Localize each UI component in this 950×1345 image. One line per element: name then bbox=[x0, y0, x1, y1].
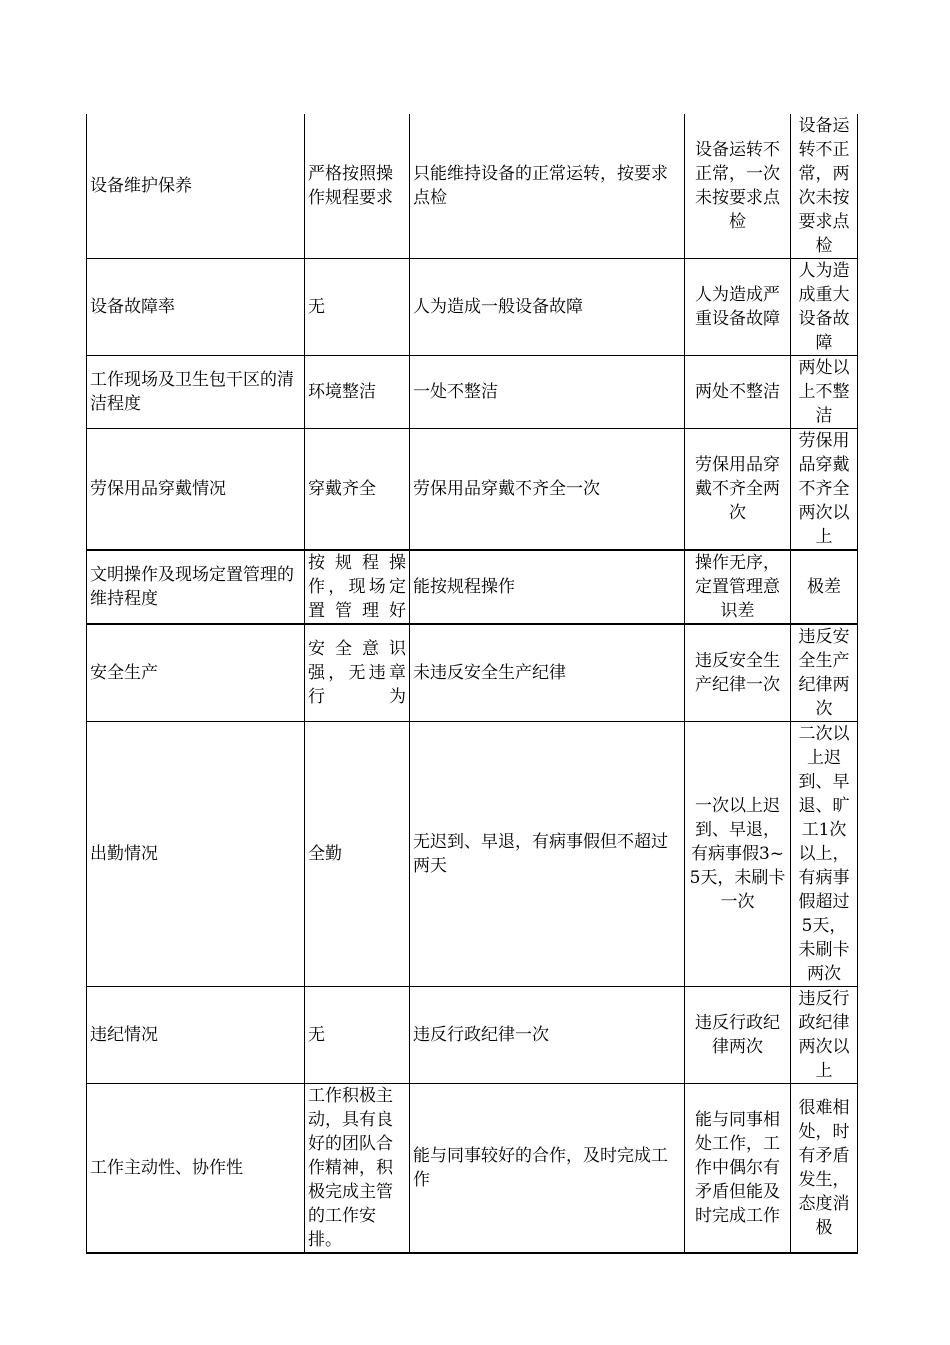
fair-cell: 一次以上迟到、早退，有病事假3~5天，未刷卡一次 bbox=[685, 722, 791, 987]
evaluation-table bbox=[86, 114, 858, 1254]
good-cell: 只能维持设备的正常运转，按要求点检 bbox=[410, 114, 685, 259]
item-cell: 劳保用品穿戴情况 bbox=[87, 429, 305, 551]
poor-cell: 二次以上迟到、早退、旷工1次以上，有病事假超过5天，未刷卡两次 bbox=[791, 722, 858, 987]
table-row bbox=[87, 722, 858, 987]
poor-cell: 设备运转不正常，两次未按要求点检 bbox=[791, 114, 858, 259]
good-cell: 未违反安全生产纪律 bbox=[410, 624, 685, 722]
excellent-cell: 严格按照操作规程要求 bbox=[305, 114, 410, 259]
poor-cell: 违反安全生产纪律两次 bbox=[791, 624, 858, 722]
fair-cell: 设备运转不正常，一次未按要求点检 bbox=[685, 114, 791, 259]
poor-cell: 劳保用品穿戴不齐全两次以上 bbox=[791, 429, 858, 551]
item-cell: 设备维护保养 bbox=[87, 114, 305, 259]
poor-cell: 很难相处，时有矛盾发生，态度消极 bbox=[791, 1084, 858, 1254]
excellent-cell: 全勤 bbox=[305, 722, 410, 987]
excellent-cell: 无 bbox=[305, 259, 410, 356]
table-row bbox=[87, 114, 858, 259]
good-cell: 能与同事较好的合作，及时完成工作 bbox=[410, 1084, 685, 1254]
good-cell: 人为造成一般设备故障 bbox=[410, 259, 685, 356]
poor-cell: 两处以上不整洁 bbox=[791, 356, 858, 429]
fair-cell: 违反安全生产纪律一次 bbox=[685, 624, 791, 722]
table-row bbox=[87, 550, 858, 624]
table-row bbox=[87, 624, 858, 722]
fair-cell: 能与同事相处工作，工作中偶尔有矛盾但能及时完成工作 bbox=[685, 1084, 791, 1254]
excellent-cell: 环境整洁 bbox=[305, 356, 410, 429]
excellent-cell: 穿戴齐全 bbox=[305, 429, 410, 551]
poor-cell: 人为造成重大设备故障 bbox=[791, 259, 858, 356]
excellent-cell: 工作积极主动，具有良好的团队合作精神，积极完成主管的工作安排。 bbox=[305, 1084, 410, 1254]
item-cell: 文明操作及现场定置管理的维持程度 bbox=[87, 550, 305, 624]
table-row bbox=[87, 1084, 858, 1254]
excellent-cell: 无 bbox=[305, 987, 410, 1084]
item-cell: 工作现场及卫生包干区的清洁程度 bbox=[87, 356, 305, 429]
table-row bbox=[87, 987, 858, 1084]
good-cell: 能按规程操作 bbox=[410, 550, 685, 624]
item-cell: 工作主动性、协作性 bbox=[87, 1084, 305, 1254]
fair-cell: 人为造成严重设备故障 bbox=[685, 259, 791, 356]
excellent-cell: 安全意识强，无违章行为 bbox=[305, 624, 410, 722]
item-cell: 安全生产 bbox=[87, 624, 305, 722]
fair-cell: 违反行政纪律两次 bbox=[685, 987, 791, 1084]
evaluation-sheet bbox=[86, 114, 857, 1254]
good-cell: 违反行政纪律一次 bbox=[410, 987, 685, 1084]
item-cell: 出勤情况 bbox=[87, 722, 305, 987]
good-cell: 无迟到、早退，有病事假但不超过两天 bbox=[410, 722, 685, 987]
fair-cell: 操作无序，定置管理意识差 bbox=[685, 550, 791, 624]
poor-cell: 违反行政纪律两次以上 bbox=[791, 987, 858, 1084]
excellent-cell: 按规程操作，现场定置管理好 bbox=[305, 550, 410, 624]
table-row bbox=[87, 356, 858, 429]
item-cell: 违纪情况 bbox=[87, 987, 305, 1084]
table-row bbox=[87, 429, 858, 551]
table-row bbox=[87, 259, 858, 356]
fair-cell: 两处不整洁 bbox=[685, 356, 791, 429]
fair-cell: 劳保用品穿戴不齐全两次 bbox=[685, 429, 791, 551]
good-cell: 一处不整洁 bbox=[410, 356, 685, 429]
item-cell: 设备故障率 bbox=[87, 259, 305, 356]
good-cell: 劳保用品穿戴不齐全一次 bbox=[410, 429, 685, 551]
poor-cell: 极差 bbox=[791, 550, 858, 624]
